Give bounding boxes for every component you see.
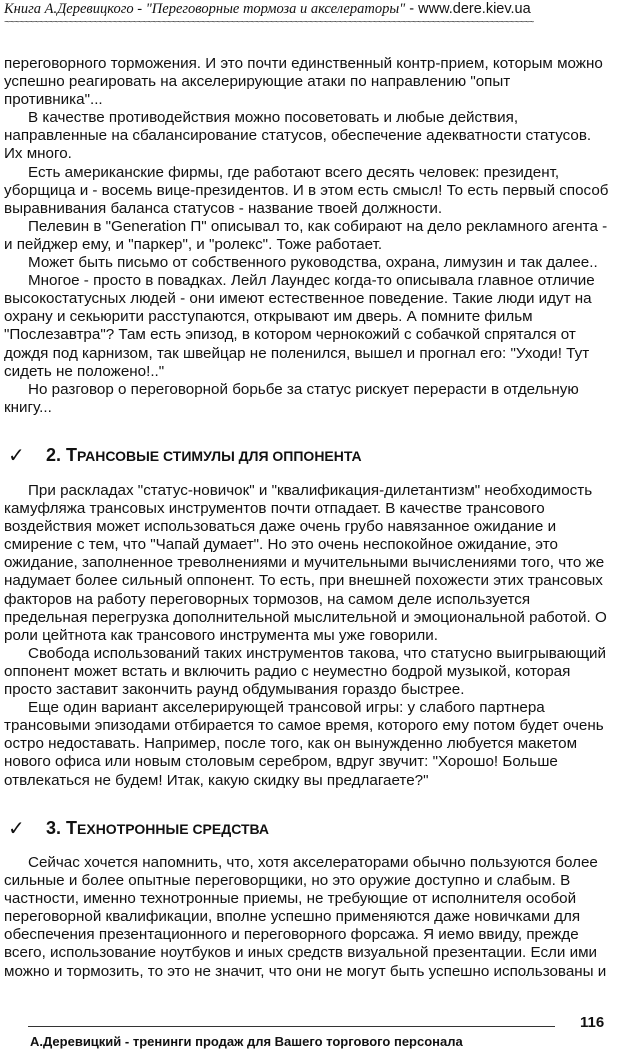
paragraph-line: Сейчас хочется напомнить, что, хотя акселераторами обычно пользуются более xyxy=(28,854,598,871)
paragraph-line: смирение с тем, что "Чапай думает". Но это очень неспокойное ожидание, это xyxy=(4,536,558,554)
paragraph-line: книгу... xyxy=(4,398,52,416)
paragraph-line: В качестве противодействия можно посоветовать и любые действия, xyxy=(28,109,519,127)
checkmark-icon: ✓ xyxy=(8,816,25,840)
text-block-2 xyxy=(4,482,616,790)
section-title: 3. ТЕХНОТРОННЫЕ СРЕДСТВА xyxy=(46,817,270,838)
paragraph-line: воздействия может использоваться даже очень грубо навязанное ожидание и xyxy=(4,518,557,536)
paragraph-line: высокостатусных людей - они имеют естественное поведение. Такие люди идут на xyxy=(4,290,592,308)
paragraph-line: направленные на сбалансирование статусов, обеспечение адекватности статусов. xyxy=(4,127,592,145)
paragraph-line: переговорного торможения. И это почти единственный контр-прием, которым можно xyxy=(4,55,603,72)
paragraph-line: охрану и секьюрити расступаются, открывают им дверь. А помните фильм xyxy=(4,308,533,326)
paragraph-line: Их много. xyxy=(4,145,72,163)
header-separator: - xyxy=(405,1,419,17)
paragraph-line: успешно реагировать на акселерирующие атаки по направлению "опыт xyxy=(4,73,511,91)
paragraph-line: Свобода использований таких инструментов такова, что статусно выигрывающий xyxy=(28,644,606,662)
paragraph-line: надумает более сильный оппонент. То есть, при внешней похожести этих трансовых xyxy=(4,572,603,590)
header-site-link[interactable]: www.dere.kiev.ua xyxy=(418,1,531,17)
paragraph-line: и пейджер ему, и "паркер", и "ролекс". Тоже работает. xyxy=(4,235,383,253)
text-block-1 xyxy=(4,55,616,417)
paragraph-line: ожидание, заполненное треволнениями и мучительными вычислениями того, что же xyxy=(4,554,605,572)
paragraph-line: Еще один вариант акселерирующей трансовой игры: у слабого партнера xyxy=(28,699,545,717)
paragraph-line: Может быть письмо от собственного руководства, охрана, лимузин и так далее.. xyxy=(28,254,598,272)
section-heading-2 xyxy=(8,442,362,468)
paragraph-line: можно и тормозить, то это не значит, что они не могут быть успешно использованы и xyxy=(4,962,607,980)
paragraph-line: всего, использование ноутбуков и иных средств визуальной презентации. Если ими xyxy=(4,944,598,962)
paragraph-line: факторов на работу переговорных тормозов, на самом деле используется xyxy=(4,590,531,608)
paragraph-line: переговорной квалификации, вполне успешно применяются даже новичками для xyxy=(4,908,581,926)
running-header xyxy=(4,0,616,18)
section-heading-3 xyxy=(8,815,269,841)
paragraph-line: При раскладах "статус-новичок" и "квалификация-дилетантизм" необходимость xyxy=(28,482,593,499)
paragraph-line: трансовыми эпизодами отбирается то самое время, которого ему потом будет очень xyxy=(4,717,604,735)
paragraph-line: обеспечения презентационного и переговорного форсажа. Я иемо ввиду, прежде xyxy=(4,926,579,944)
paragraph-line: частности, именно технотронные приемы, не требующие от исполнителя особой xyxy=(4,890,577,908)
header-book-title: Книга А.Деревицкого - "Переговорные тормоза и акселераторы" xyxy=(4,1,406,17)
header-tilde-rule: ~~~~~~~~~~~~~~~~~~~~~~~~~~~~~~~~~~~~~~~~~~~~~~~~~~~~~~~~~~~~~~~~~~~~~~~~~~~~~~~~~~~~~~~~~~~~~~~~~~~~~~~~~~~~ xyxy=(4,21,534,27)
paragraph-line: уборщица и - восемь вице-президентов. И в этом есть смысл! То есть первый способ xyxy=(4,181,609,199)
paragraph-line: отвлекаться не будем! Итак, какую скидку вы предлагаете?" xyxy=(4,771,429,789)
text-block-3 xyxy=(4,854,616,981)
paragraph-line: Но разговор о переговорной борьбе за статус рискует перерасти в отдельную xyxy=(28,380,579,398)
paragraph-line: противника"... xyxy=(4,91,103,109)
paragraph-line: нового офиса или новым столовым серебром, вдруг звучит: "Хорошо! Больше xyxy=(4,753,558,771)
paragraph-line: камуфляжа трансовых инструментов почти отпадает. В качестве трансового xyxy=(4,500,545,518)
paragraph-line: Есть американские фирмы, где работают всего десять человек: президент, xyxy=(28,163,560,181)
paragraph-line: выравнивания баланса статусов - название твоей должности. xyxy=(4,199,443,217)
section-title: 2. ТРАНСОВЫЕ СТИМУЛЫ ДЛЯ ОППОНЕНТА xyxy=(46,444,362,465)
paragraph-line: роли цейтнота как трансового инструмента мы уже говорили. xyxy=(4,626,438,644)
paragraph-line: дождя под карнизом, так швейцар не поленился, вышел и прогнал его: "Уходи! Тут xyxy=(4,344,590,362)
paragraph-line: Многое - просто в повадках. Лейл Лаундес когда-то описывала главное отличие xyxy=(28,272,595,290)
paragraph-line: Пелевин в "Generation П" описывал то, как собирают на дело рекламного агента - xyxy=(28,217,608,235)
footer-divider xyxy=(28,1026,555,1027)
paragraph-line: сильные и более опытные переговорщики, но это оружие доступно и слабым. В xyxy=(4,872,571,890)
paragraph-line: просто заставит закончить раунд обдумывания гораздо быстрее. xyxy=(4,681,465,699)
paragraph-line: остро недоставать. Например, после того, как он вынужденно любуется макетом xyxy=(4,735,578,753)
paragraph-line: сидеть не положено!.." xyxy=(4,362,165,380)
paragraph-line: предельная перегрузка дополнительной мыслительной и эмоциональной работой. О xyxy=(4,608,607,626)
footer-text: А.Деревицкий - тренинги продаж для Вашего торгового персонала xyxy=(30,1034,463,1049)
page-number: 116 xyxy=(580,1014,605,1031)
paragraph-line: оппонент может встать и включить радио с неуместно бодрой музыкой, которая xyxy=(4,662,571,680)
checkmark-icon: ✓ xyxy=(8,443,25,467)
paragraph-line: "Послезавтра"? Там есть эпизод, в котором чернокожий с собачкой спрятался от xyxy=(4,326,576,344)
